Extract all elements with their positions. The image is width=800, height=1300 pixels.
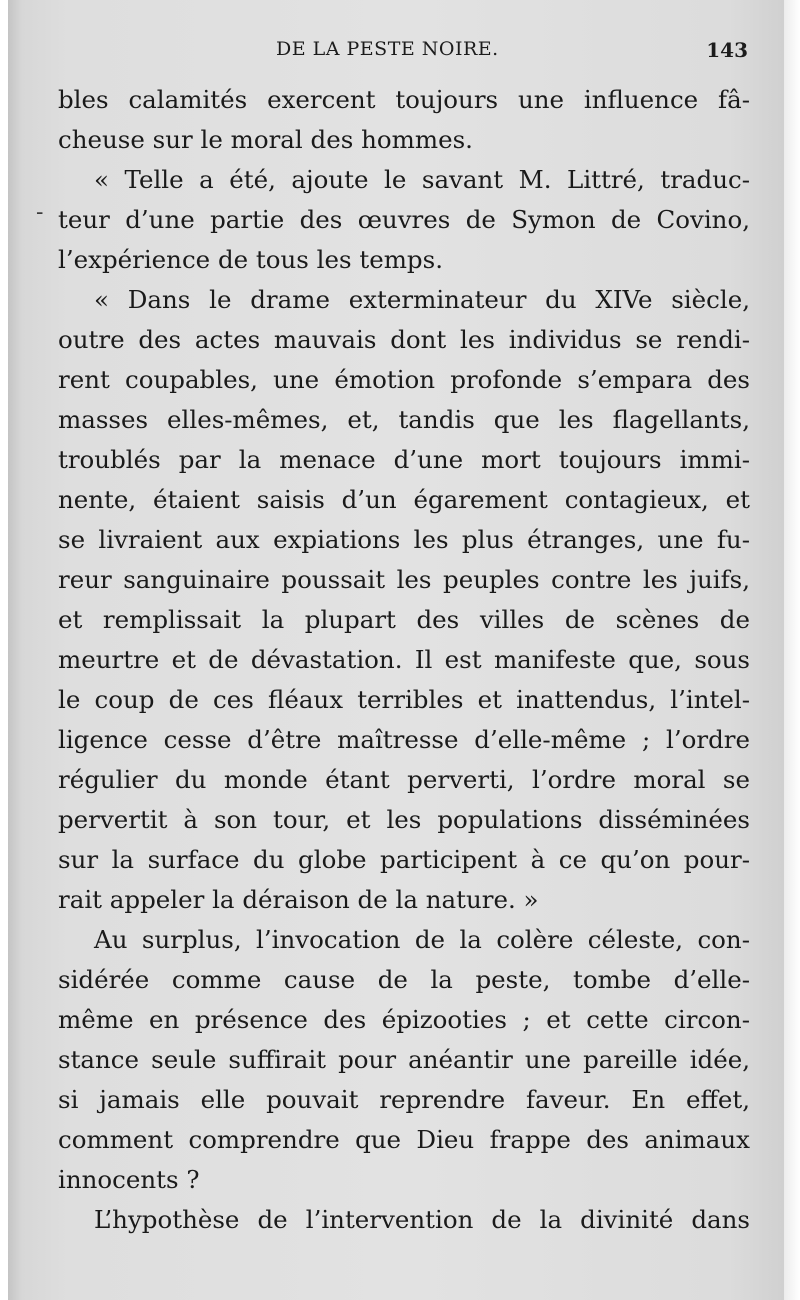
text-line: L’hypothèse de l’intervention de la divinité dans <box>94 1205 750 1234</box>
text-line: et remplissait la plupart des villes de scènes de <box>58 605 750 634</box>
text-line: « Telle a été, ajoute le savant M. Littré, traduc- <box>94 165 750 194</box>
margin-mark: - <box>36 200 44 225</box>
book-page <box>8 0 784 1300</box>
text-line: innocents ? <box>58 1165 200 1194</box>
text-line: si jamais elle pouvait reprendre faveur. En effet, <box>58 1085 750 1114</box>
page-header <box>58 38 748 68</box>
text-line: « Dans le drame exterminateur du XIVe siècle, <box>94 285 750 314</box>
text-line: cheuse sur le moral des hommes. <box>58 125 473 154</box>
text-line: ligence cesse d’être maîtresse d’elle-même ; l’ordre <box>58 725 750 754</box>
text-line: teur d’une partie des œuvres de Symon de Covino, <box>58 205 750 234</box>
text-line: reur sanguinaire poussait les peuples contre les juifs, <box>58 565 750 594</box>
text-line: l’expérience de tous les temps. <box>58 245 443 274</box>
text-line: outre des actes mauvais dont les individus se rendi- <box>58 325 750 354</box>
text-line: troublés par la menace d’une mort toujours immi- <box>58 445 750 474</box>
running-title: DE LA PESTE NOIRE. <box>276 38 499 60</box>
text-line: nente, étaient saisis d’un égarement contagieux, et <box>58 485 750 514</box>
text-line: rait appeler la déraison de la nature. » <box>58 885 539 914</box>
page-number: 143 <box>706 38 748 62</box>
text-line: rent coupables, une émotion profonde s’empara des <box>58 365 750 394</box>
text-line: bles calamités exercent toujours une influence fâ- <box>58 85 750 114</box>
text-line: masses elles-mêmes, et, tandis que les flagellants, <box>58 405 750 434</box>
text-line: sidérée comme cause de la peste, tombe d’elle- <box>58 965 750 994</box>
text-line: Au surplus, l’invocation de la colère céleste, con- <box>94 925 750 954</box>
text-line: meurtre et de dévastation. Il est manifeste que, sous <box>58 645 750 674</box>
text-line: le coup de ces fléaux terribles et inattendus, l’intel- <box>58 685 750 714</box>
text-line: pervertit à son tour, et les populations disséminées <box>58 805 750 834</box>
text-line: même en présence des épizooties ; et cette circon- <box>58 1005 750 1034</box>
text-line: régulier du monde étant perverti, l’ordre moral se <box>58 765 750 794</box>
text-line: sur la surface du globe participent à ce qu’on pour- <box>58 845 750 874</box>
text-line: se livraient aux expiations les plus étranges, une fu- <box>58 525 750 554</box>
body-text <box>58 80 750 1240</box>
text-line: stance seule suffirait pour anéantir une pareille idée, <box>58 1045 750 1074</box>
text-line: comment comprendre que Dieu frappe des animaux <box>58 1125 750 1154</box>
